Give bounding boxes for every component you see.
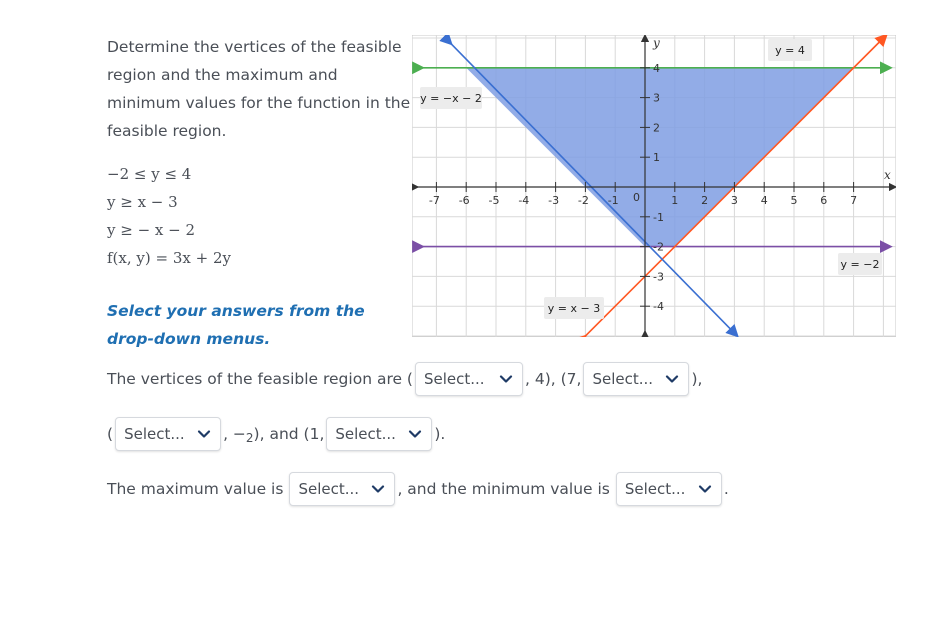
vertex2-y-select-label: Select... (592, 370, 654, 388)
label-y-equals-x-minus-3-text: y = x − 3 (547, 302, 601, 315)
max-lead-text: The maximum value is (107, 480, 284, 498)
answer-row-vertices-1 (107, 362, 702, 396)
x-tick-label: 4 (760, 194, 768, 207)
vertex2-y-select[interactable] (583, 362, 689, 396)
chevron-down-icon (664, 371, 680, 387)
y-tick-label: 3 (653, 91, 660, 105)
max-value-select-label: Select... (298, 480, 360, 498)
y-tick-label: -1 (653, 210, 664, 224)
chevron-down-icon (196, 426, 212, 442)
chevron-down-icon (370, 481, 386, 497)
and-one-text: ), and (1, (253, 425, 325, 443)
y-tick-label: -3 (653, 270, 664, 284)
label-y-equals-x-minus-3 (544, 297, 604, 319)
constraints-list (107, 160, 231, 272)
x-tick-label: 7 (850, 194, 858, 207)
x-tick-label: -5 (488, 194, 500, 207)
vertex-sep-text: , 4), (7, (524, 370, 582, 388)
x-tick-label: 5 (790, 194, 798, 207)
label-y-equals-neg2 (838, 253, 882, 275)
vertex3-x-select-label: Select... (124, 425, 185, 443)
y-tick-label: 1 (653, 151, 660, 165)
constraint-2: y ≥ x − 3 (107, 193, 178, 211)
vertex4-y-select-label: Select... (335, 425, 396, 443)
vertex3-x-select[interactable] (115, 417, 221, 451)
x-tick-label: -7 (428, 194, 440, 207)
max-value-select[interactable] (289, 472, 395, 506)
min-value-select-label: Select... (624, 480, 686, 498)
x-tick-label: -2 (577, 194, 589, 207)
chevron-down-icon (697, 481, 713, 497)
label-y-equals-neg-x-minus-2-text: y = −x − 2 (420, 92, 482, 105)
constraint-1: −2 ≤ y ≤ 4 (107, 165, 192, 183)
chevron-down-icon (407, 426, 423, 442)
answer-row-vertices-2 (107, 417, 445, 451)
instruction-text: Select your answers from the drop-down menus. (107, 302, 365, 348)
chevron-down-icon (498, 371, 514, 387)
close-period-text: ). (434, 425, 446, 443)
comma-minus-text: , − (223, 425, 246, 443)
label-y-equals-neg-x-minus-2 (420, 87, 482, 109)
vertices-lead-text: The vertices of the feasible region are ( (107, 370, 413, 388)
vertex1-x-select[interactable] (415, 362, 523, 396)
x-tick-label: 2 (701, 194, 709, 207)
y-tick-label: 4 (653, 61, 660, 75)
x-tick-label: -3 (548, 194, 560, 207)
min-value-select[interactable] (616, 472, 722, 506)
x-tick-label: -6 (458, 194, 470, 207)
answer-row-max-min (107, 472, 729, 506)
x-tick-label: 6 (820, 194, 828, 207)
constraint-3: y ≥ − x − 2 (107, 221, 196, 239)
y-tick-label: -4 (653, 300, 664, 314)
y-tick-label: 2 (653, 121, 660, 135)
subscript-2: 2 (245, 431, 254, 445)
min-lead-text: , and the minimum value is (397, 480, 610, 498)
label-y-equals-neg2-text: y = −2 (840, 258, 880, 271)
feasible-region-graph (412, 35, 896, 337)
vertex1-x-select-label: Select... (423, 370, 485, 388)
x-tick-label: 1 (671, 194, 679, 207)
vertex4-y-select[interactable] (326, 417, 432, 451)
objective-function: f(x, y) = 3x + 2y (107, 249, 231, 267)
x-tick-label: -1 (607, 194, 619, 207)
x-tick-label: 3 (730, 194, 738, 207)
vertex-close-text: ), (691, 370, 703, 388)
x-tick-label: -4 (518, 194, 530, 207)
label-y-equals-4 (768, 39, 812, 61)
final-period-text: . (723, 480, 729, 498)
origin-label: 0 (633, 191, 640, 204)
label-y-equals-4-text: y = 4 (775, 44, 805, 57)
open-paren-text: ( (107, 425, 114, 443)
y-tick-label: -2 (653, 240, 664, 254)
x-axis-label: x (884, 168, 891, 182)
y-axis-label: y (653, 36, 660, 50)
question-prompt: Determine the vertices of the feasible region and the maximum and minimum values for the function in the feasible region. (107, 38, 411, 140)
